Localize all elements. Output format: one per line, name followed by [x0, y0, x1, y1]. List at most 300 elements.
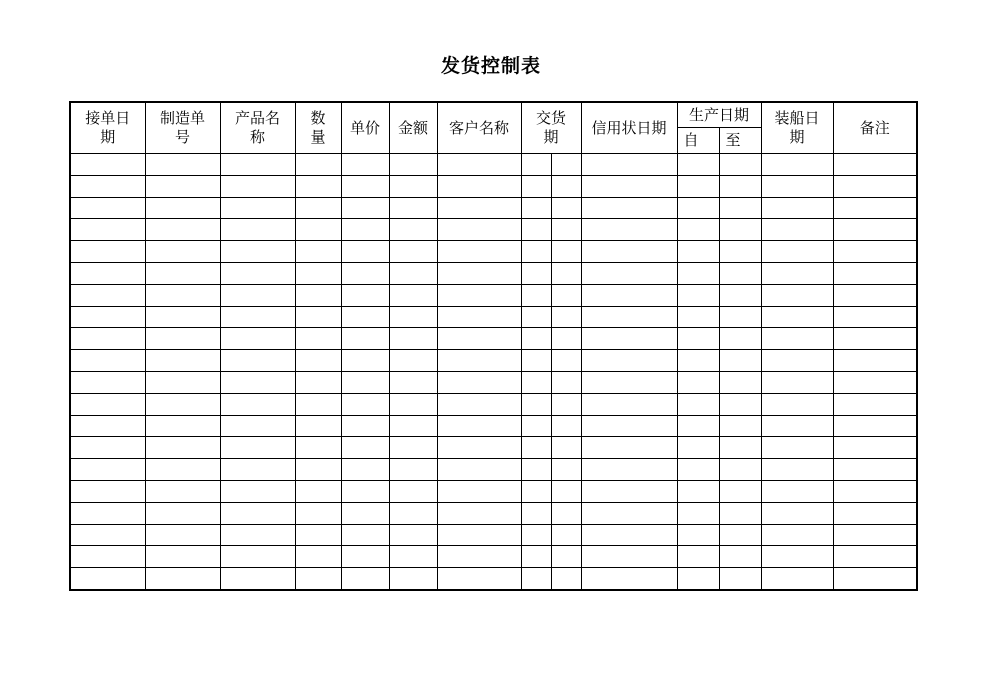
- table-cell[interactable]: [437, 502, 521, 524]
- table-cell[interactable]: [581, 154, 677, 176]
- table-cell[interactable]: [70, 568, 145, 590]
- table-cell[interactable]: [145, 219, 220, 241]
- table-cell[interactable]: [581, 459, 677, 481]
- table-cell[interactable]: [761, 371, 833, 393]
- table-cell[interactable]: [70, 241, 145, 263]
- table-cell[interactable]: [341, 350, 389, 372]
- table-cell[interactable]: [677, 219, 719, 241]
- table-cell[interactable]: [220, 306, 295, 328]
- table-cell[interactable]: [761, 502, 833, 524]
- table-cell[interactable]: [145, 480, 220, 502]
- table-cell[interactable]: [521, 262, 551, 284]
- table-cell[interactable]: [295, 480, 341, 502]
- table-cell[interactable]: [70, 415, 145, 437]
- table-row: [70, 546, 917, 568]
- table-cell[interactable]: [145, 393, 220, 415]
- table-cell[interactable]: [551, 219, 581, 241]
- table-cell[interactable]: [551, 328, 581, 350]
- table-cell[interactable]: [70, 328, 145, 350]
- table-cell[interactable]: [295, 502, 341, 524]
- table-cell[interactable]: [145, 197, 220, 219]
- table-cell[interactable]: [551, 437, 581, 459]
- table-cell[interactable]: [437, 154, 521, 176]
- table-cell[interactable]: [389, 197, 437, 219]
- table-cell[interactable]: [719, 459, 761, 481]
- table-cell[interactable]: [761, 480, 833, 502]
- table-cell[interactable]: [761, 154, 833, 176]
- table-cell[interactable]: [677, 350, 719, 372]
- table-cell[interactable]: [437, 219, 521, 241]
- table-cell[interactable]: [70, 393, 145, 415]
- table-cell[interactable]: [719, 568, 761, 590]
- table-cell[interactable]: [833, 175, 917, 197]
- table-cell[interactable]: [220, 437, 295, 459]
- header-order-date-line1: 接单日: [85, 109, 131, 127]
- table-cell[interactable]: [833, 437, 917, 459]
- table-cell[interactable]: [437, 415, 521, 437]
- table-cell[interactable]: [220, 524, 295, 546]
- table-cell[interactable]: [521, 437, 551, 459]
- table-cell[interactable]: [145, 284, 220, 306]
- table-cell[interactable]: [295, 459, 341, 481]
- table-cell[interactable]: [833, 568, 917, 590]
- table-cell[interactable]: [719, 393, 761, 415]
- table-cell[interactable]: [581, 568, 677, 590]
- table-cell[interactable]: [389, 284, 437, 306]
- table-cell[interactable]: [295, 568, 341, 590]
- table-cell[interactable]: [70, 502, 145, 524]
- table-cell[interactable]: [389, 393, 437, 415]
- table-cell[interactable]: [719, 546, 761, 568]
- table-cell[interactable]: [833, 306, 917, 328]
- table-cell[interactable]: [220, 241, 295, 263]
- table-cell[interactable]: [761, 437, 833, 459]
- table-cell[interactable]: [677, 568, 719, 590]
- table-cell[interactable]: [551, 241, 581, 263]
- table-cell[interactable]: [521, 350, 551, 372]
- table-cell[interactable]: [581, 175, 677, 197]
- table-cell[interactable]: [341, 437, 389, 459]
- table-cell[interactable]: [719, 306, 761, 328]
- table-cell[interactable]: [551, 502, 581, 524]
- table-cell[interactable]: [551, 197, 581, 219]
- table-cell[interactable]: [521, 241, 551, 263]
- table-cell[interactable]: [389, 175, 437, 197]
- table-cell[interactable]: [389, 241, 437, 263]
- table-cell[interactable]: [389, 568, 437, 590]
- table-cell[interactable]: [70, 197, 145, 219]
- table-cell[interactable]: [389, 502, 437, 524]
- table-cell[interactable]: [581, 480, 677, 502]
- table-cell[interactable]: [719, 437, 761, 459]
- table-cell[interactable]: [581, 284, 677, 306]
- table-cell[interactable]: [551, 350, 581, 372]
- page-title: 发货控制表: [440, 55, 541, 77]
- table-cell[interactable]: [220, 262, 295, 284]
- table-cell[interactable]: [145, 546, 220, 568]
- table-cell[interactable]: [677, 393, 719, 415]
- table-cell[interactable]: [581, 306, 677, 328]
- table-cell[interactable]: [551, 568, 581, 590]
- table-cell[interactable]: [833, 241, 917, 263]
- table-cell[interactable]: [295, 154, 341, 176]
- table-cell[interactable]: [761, 568, 833, 590]
- table-cell[interactable]: [341, 154, 389, 176]
- table-cell[interactable]: [389, 459, 437, 481]
- table-cell[interactable]: [295, 328, 341, 350]
- table-cell[interactable]: [719, 154, 761, 176]
- table-cell[interactable]: [521, 546, 551, 568]
- table-cell[interactable]: [551, 175, 581, 197]
- table-cell[interactable]: [341, 328, 389, 350]
- table-cell[interactable]: [389, 371, 437, 393]
- table-cell[interactable]: [719, 480, 761, 502]
- table-cell[interactable]: [761, 306, 833, 328]
- table-cell[interactable]: [581, 219, 677, 241]
- table-cell[interactable]: [551, 154, 581, 176]
- table-cell[interactable]: [220, 350, 295, 372]
- table-cell[interactable]: [220, 568, 295, 590]
- table-cell[interactable]: [145, 328, 220, 350]
- table-cell[interactable]: [581, 262, 677, 284]
- header-product-name: [220, 102, 295, 154]
- table-cell[interactable]: [145, 524, 220, 546]
- table-cell[interactable]: [581, 350, 677, 372]
- table-cell[interactable]: [70, 546, 145, 568]
- table-cell[interactable]: [833, 350, 917, 372]
- table-cell[interactable]: [437, 437, 521, 459]
- table-cell[interactable]: [389, 524, 437, 546]
- table-cell[interactable]: [521, 371, 551, 393]
- table-cell[interactable]: [521, 284, 551, 306]
- table-cell[interactable]: [341, 306, 389, 328]
- table-cell[interactable]: [521, 393, 551, 415]
- table-cell[interactable]: [220, 480, 295, 502]
- header-shipping-date-line1: 装船日: [774, 109, 820, 127]
- table-cell[interactable]: [833, 328, 917, 350]
- table-cell[interactable]: [341, 284, 389, 306]
- table-cell[interactable]: [719, 175, 761, 197]
- table-cell[interactable]: [761, 415, 833, 437]
- table-cell[interactable]: [341, 524, 389, 546]
- shipment-control-table: [69, 101, 918, 591]
- table-cell[interactable]: [521, 502, 551, 524]
- table-cell[interactable]: [295, 524, 341, 546]
- table-cell[interactable]: [677, 502, 719, 524]
- table-cell[interactable]: [220, 415, 295, 437]
- table-cell[interactable]: [677, 459, 719, 481]
- table-cell[interactable]: [581, 241, 677, 263]
- table-cell[interactable]: [437, 306, 521, 328]
- table-cell[interactable]: [341, 502, 389, 524]
- table-cell[interactable]: [437, 480, 521, 502]
- table-cell[interactable]: [341, 262, 389, 284]
- table-cell[interactable]: [220, 284, 295, 306]
- table-row: [70, 437, 917, 459]
- table-cell[interactable]: [70, 284, 145, 306]
- table-cell[interactable]: [389, 480, 437, 502]
- table-cell[interactable]: [145, 568, 220, 590]
- table-cell[interactable]: [295, 197, 341, 219]
- header-order-date-line2: 期: [100, 128, 116, 146]
- table-cell[interactable]: [341, 568, 389, 590]
- table-cell[interactable]: [719, 284, 761, 306]
- table-cell[interactable]: [341, 546, 389, 568]
- table-cell[interactable]: [295, 306, 341, 328]
- header-production-from: 自: [677, 128, 719, 154]
- table-cell[interactable]: [389, 262, 437, 284]
- table-cell[interactable]: [295, 393, 341, 415]
- table-cell[interactable]: [295, 437, 341, 459]
- table-cell[interactable]: [551, 480, 581, 502]
- table-cell[interactable]: [341, 241, 389, 263]
- table-cell[interactable]: [761, 524, 833, 546]
- table-cell[interactable]: [295, 241, 341, 263]
- table-cell[interactable]: [761, 350, 833, 372]
- table-cell[interactable]: [551, 262, 581, 284]
- table-cell[interactable]: [677, 154, 719, 176]
- table-cell[interactable]: [220, 393, 295, 415]
- table-cell[interactable]: [389, 306, 437, 328]
- table-cell[interactable]: [145, 175, 220, 197]
- table-cell[interactable]: [677, 524, 719, 546]
- table-cell[interactable]: [581, 437, 677, 459]
- table-cell[interactable]: [70, 459, 145, 481]
- table-row: [70, 197, 917, 219]
- table-cell[interactable]: [761, 219, 833, 241]
- table-row: [70, 219, 917, 241]
- table-cell[interactable]: [521, 154, 551, 176]
- table-cell[interactable]: [761, 284, 833, 306]
- table-cell[interactable]: [70, 175, 145, 197]
- table-cell[interactable]: [551, 393, 581, 415]
- table-cell[interactable]: [719, 524, 761, 546]
- table-cell[interactable]: [341, 175, 389, 197]
- table-cell[interactable]: [521, 568, 551, 590]
- table-cell[interactable]: [677, 480, 719, 502]
- table-cell[interactable]: [719, 350, 761, 372]
- table-cell[interactable]: [581, 524, 677, 546]
- table-cell[interactable]: [70, 262, 145, 284]
- table-cell[interactable]: [145, 262, 220, 284]
- table-cell[interactable]: [833, 284, 917, 306]
- table-cell[interactable]: [70, 480, 145, 502]
- table-cell[interactable]: [677, 262, 719, 284]
- table-cell[interactable]: [581, 502, 677, 524]
- table-cell[interactable]: [70, 350, 145, 372]
- table-cell[interactable]: [220, 546, 295, 568]
- table-cell[interactable]: [389, 350, 437, 372]
- table-cell[interactable]: [220, 459, 295, 481]
- table-cell[interactable]: [677, 546, 719, 568]
- table-cell[interactable]: [761, 459, 833, 481]
- table-cell[interactable]: [521, 524, 551, 546]
- header-unit-price: 单价: [341, 102, 389, 154]
- table-cell[interactable]: [220, 154, 295, 176]
- table-cell[interactable]: [551, 306, 581, 328]
- table-cell[interactable]: [761, 241, 833, 263]
- header-delivery-line1: 交货: [536, 109, 567, 127]
- table-cell[interactable]: [581, 371, 677, 393]
- table-cell[interactable]: [70, 524, 145, 546]
- table-cell[interactable]: [833, 546, 917, 568]
- table-cell[interactable]: [521, 415, 551, 437]
- table-cell[interactable]: [677, 284, 719, 306]
- table-cell[interactable]: [833, 154, 917, 176]
- table-cell[interactable]: [437, 262, 521, 284]
- table-cell[interactable]: [719, 371, 761, 393]
- table-cell[interactable]: [437, 284, 521, 306]
- table-cell[interactable]: [341, 459, 389, 481]
- table-cell[interactable]: [295, 350, 341, 372]
- table-cell[interactable]: [719, 197, 761, 219]
- table-cell[interactable]: [295, 284, 341, 306]
- table-cell[interactable]: [761, 393, 833, 415]
- table-cell[interactable]: [521, 175, 551, 197]
- table-cell[interactable]: [677, 197, 719, 219]
- header-mfg-no-line2: 号: [174, 128, 190, 146]
- table-cell[interactable]: [833, 459, 917, 481]
- table-cell[interactable]: [295, 175, 341, 197]
- table-cell[interactable]: [551, 371, 581, 393]
- table-cell[interactable]: [341, 371, 389, 393]
- table-cell[interactable]: [341, 480, 389, 502]
- table-cell[interactable]: [677, 371, 719, 393]
- table-cell[interactable]: [719, 328, 761, 350]
- header-quantity-line1: 数: [310, 109, 326, 127]
- table-cell[interactable]: [145, 437, 220, 459]
- table-cell[interactable]: [761, 262, 833, 284]
- table-cell[interactable]: [437, 459, 521, 481]
- table-cell[interactable]: [295, 546, 341, 568]
- table-cell[interactable]: [220, 175, 295, 197]
- table-cell[interactable]: [437, 350, 521, 372]
- table-cell[interactable]: [833, 480, 917, 502]
- table-cell[interactable]: [521, 306, 551, 328]
- table-cell[interactable]: [719, 502, 761, 524]
- table-cell[interactable]: [761, 175, 833, 197]
- table-cell[interactable]: [521, 197, 551, 219]
- table-cell[interactable]: [437, 371, 521, 393]
- table-cell[interactable]: [145, 154, 220, 176]
- table-cell[interactable]: [145, 350, 220, 372]
- table-cell[interactable]: [295, 262, 341, 284]
- table-cell[interactable]: [719, 415, 761, 437]
- table-cell[interactable]: [677, 175, 719, 197]
- table-cell[interactable]: [761, 328, 833, 350]
- table-cell[interactable]: [521, 219, 551, 241]
- table-cell[interactable]: [833, 393, 917, 415]
- table-cell[interactable]: [677, 437, 719, 459]
- table-cell[interactable]: [551, 459, 581, 481]
- table-cell[interactable]: [581, 197, 677, 219]
- table-cell[interactable]: [833, 197, 917, 219]
- table-cell[interactable]: [341, 219, 389, 241]
- header-lc-date: 信用状日期: [581, 102, 677, 154]
- table-cell[interactable]: [70, 437, 145, 459]
- table-cell[interactable]: [145, 306, 220, 328]
- table-row: [70, 175, 917, 197]
- table-cell[interactable]: [220, 371, 295, 393]
- table-cell[interactable]: [551, 546, 581, 568]
- table-cell[interactable]: [389, 546, 437, 568]
- table-cell[interactable]: [437, 568, 521, 590]
- table-cell[interactable]: [295, 219, 341, 241]
- table-cell[interactable]: [145, 415, 220, 437]
- table-cell[interactable]: [833, 371, 917, 393]
- table-cell[interactable]: [677, 306, 719, 328]
- table-cell[interactable]: [70, 219, 145, 241]
- table-cell[interactable]: [220, 219, 295, 241]
- table-row: [70, 502, 917, 524]
- table-cell[interactable]: [833, 262, 917, 284]
- table-cell[interactable]: [521, 328, 551, 350]
- table-cell[interactable]: [437, 241, 521, 263]
- table-cell[interactable]: [551, 524, 581, 546]
- table-cell[interactable]: [341, 393, 389, 415]
- table-cell[interactable]: [719, 262, 761, 284]
- table-cell[interactable]: [521, 459, 551, 481]
- table-cell[interactable]: [581, 393, 677, 415]
- table-cell[interactable]: [341, 197, 389, 219]
- header-quantity-line2: 量: [310, 128, 326, 146]
- table-cell[interactable]: [833, 415, 917, 437]
- table-cell[interactable]: [551, 284, 581, 306]
- table-cell[interactable]: [581, 546, 677, 568]
- table-cell[interactable]: [389, 415, 437, 437]
- table-cell[interactable]: [677, 328, 719, 350]
- table-cell[interactable]: [70, 371, 145, 393]
- table-cell[interactable]: [220, 502, 295, 524]
- table-cell[interactable]: [521, 480, 551, 502]
- table-cell[interactable]: [145, 459, 220, 481]
- table-cell[interactable]: [833, 524, 917, 546]
- table-cell[interactable]: [295, 371, 341, 393]
- table-cell[interactable]: [719, 219, 761, 241]
- table-cell[interactable]: [70, 154, 145, 176]
- table-cell[interactable]: [761, 197, 833, 219]
- table-cell[interactable]: [145, 371, 220, 393]
- table-cell[interactable]: [833, 502, 917, 524]
- table-cell[interactable]: [761, 546, 833, 568]
- table-cell[interactable]: [295, 415, 341, 437]
- table-cell[interactable]: [70, 306, 145, 328]
- table-cell[interactable]: [341, 415, 389, 437]
- table-row: [70, 241, 917, 263]
- table-cell[interactable]: [581, 328, 677, 350]
- table-cell[interactable]: [677, 415, 719, 437]
- table-cell[interactable]: [551, 415, 581, 437]
- table-cell[interactable]: [145, 241, 220, 263]
- table-cell[interactable]: [389, 154, 437, 176]
- table-cell[interactable]: [581, 415, 677, 437]
- table-cell[interactable]: [719, 241, 761, 263]
- table-cell[interactable]: [677, 241, 719, 263]
- table-cell[interactable]: [437, 546, 521, 568]
- table-cell[interactable]: [220, 328, 295, 350]
- table-cell[interactable]: [437, 524, 521, 546]
- table-cell[interactable]: [833, 219, 917, 241]
- table-cell[interactable]: [437, 328, 521, 350]
- table-cell[interactable]: [389, 219, 437, 241]
- table-cell[interactable]: [220, 197, 295, 219]
- table-cell[interactable]: [145, 502, 220, 524]
- table-cell[interactable]: [389, 328, 437, 350]
- table-cell[interactable]: [437, 197, 521, 219]
- table-cell[interactable]: [389, 437, 437, 459]
- table-cell[interactable]: [437, 175, 521, 197]
- table-cell[interactable]: [437, 393, 521, 415]
